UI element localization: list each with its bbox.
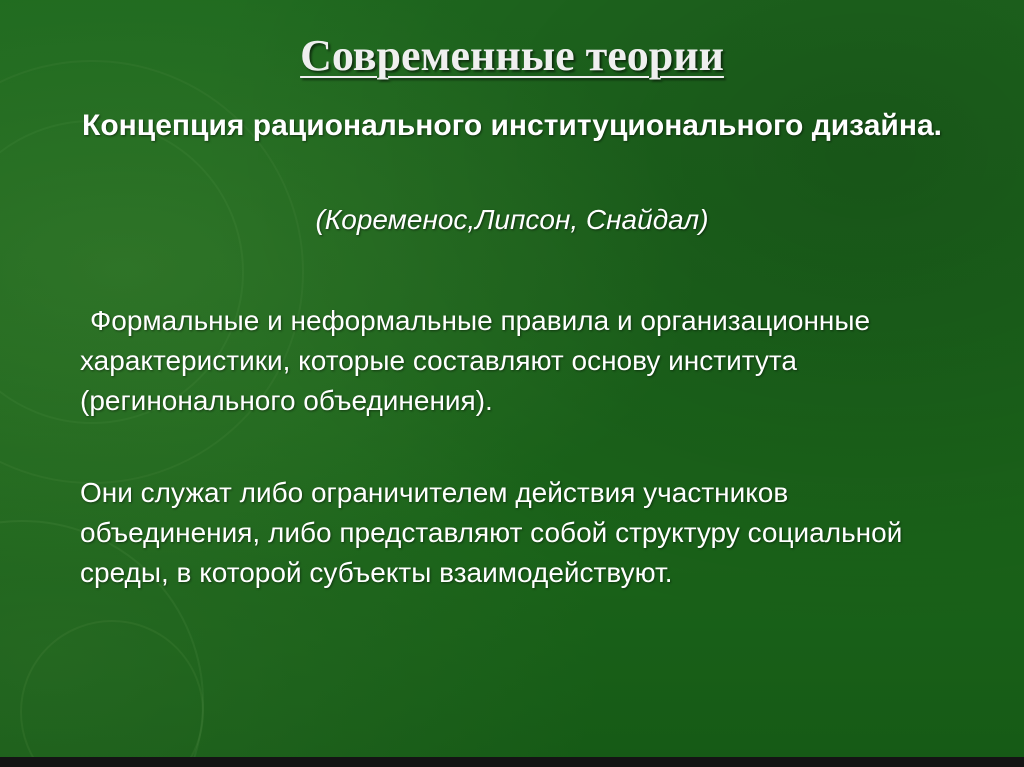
body-paragraph: Они служат либо ограничителем действия участников объединения, либо представляют собой структуру социальной среды, в которой субъекты взаимодействуют. bbox=[80, 477, 903, 588]
bottom-bar bbox=[0, 757, 1024, 767]
slide-subtitle: Концепция рационального институционального дизайна. bbox=[82, 109, 942, 142]
slide-title: Современные теории bbox=[300, 31, 724, 80]
body-paragraph: Формальные и неформальные правила и организационные характеристики, которые составляют основу института (регинонального объединения). bbox=[80, 305, 871, 416]
authors-line: (Коременос,Липсон, Снайдал) bbox=[315, 204, 709, 235]
